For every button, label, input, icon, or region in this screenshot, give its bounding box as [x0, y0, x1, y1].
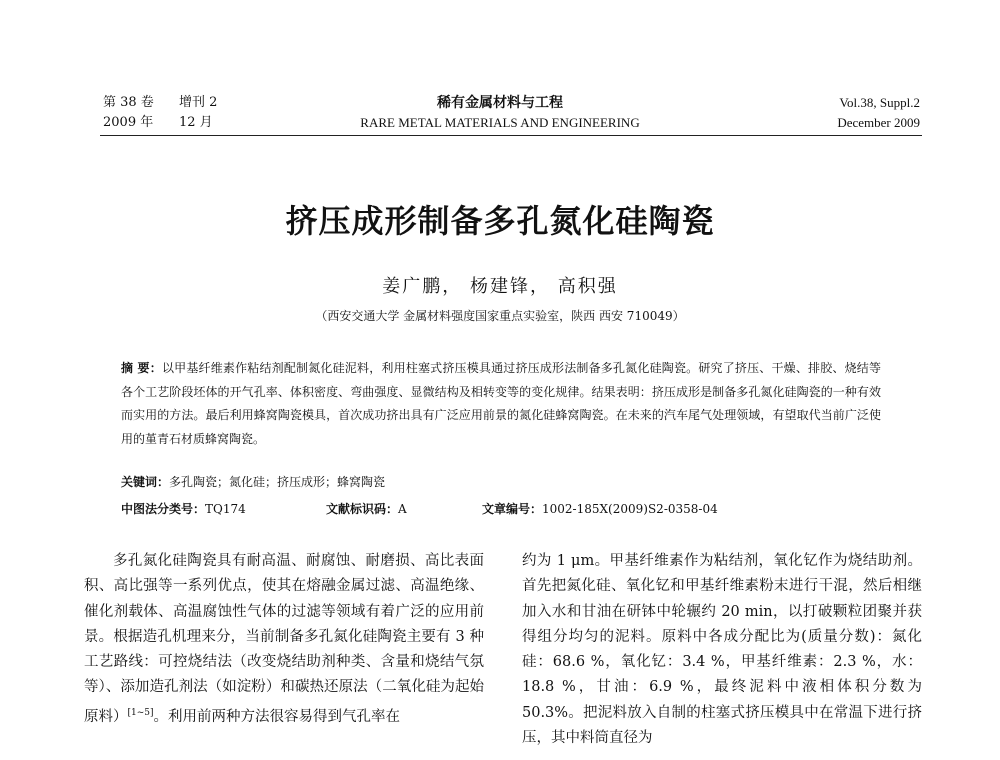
abstract-label: 摘 要：: [121, 361, 162, 375]
doc-value: A: [398, 502, 407, 516]
issue-cn: 增刊 2: [179, 95, 218, 110]
keywords-text: 多孔陶瓷；氮化硅；挤压成形；蜂窝陶瓷: [169, 475, 386, 489]
authors: 姜广鹏， 杨建锋， 高积强: [382, 276, 618, 297]
paper-title: 挤压成形制备多孔氮化硅陶瓷: [285, 202, 715, 240]
clc-value: TQ174: [205, 502, 246, 516]
volume-cn: 第 38 卷: [103, 95, 154, 110]
month-cn: 12 月: [179, 115, 213, 130]
body-column-right: [522, 549, 922, 751]
body-left-text: 多孔氮化硅陶瓷具有耐高温、耐腐蚀、耐磨损、高比表面积、高比强等一系列优点，使其在熔融金属过滤、高温绝缘、催化剂载体、高温腐蚀性气体的过滤等领域有着广泛的应用前景。根据造孔机理来分，当前制备多孔氮化硅陶瓷主要有 3 种工艺路线：可控烧结法（改变烧结助剂种类、含量和烧结气氛等）、添加造孔剂法（如淀粉）和碳热还原法（二氧化硅为起始原料）: [84, 553, 484, 725]
abstract: [121, 357, 881, 451]
abstract-text: 以甲基纤维素作粘结剂配制氮化硅泥料，利用柱塞式挤压模具通过挤压成形法制备多孔氮化硅陶瓷。研究了挤压、干燥、排胶、烧结等各个工艺阶段坯体的开气孔率、体积密度、弯曲强度、显微结构及相转变等的变化规律。结果表明：挤压成形是制备多孔氮化硅陶瓷的一种有效而实用的方法。最后利用蜂窝陶瓷模具，首次成功挤出具有广泛应用前景的氮化硅蜂窝陶瓷。在未来的汽车尾气处理领域，有望取代当前广泛使用的堇青石材质蜂窝陶瓷。: [121, 361, 881, 446]
article-number: [482, 499, 718, 519]
volume-en: Vol.38, Suppl.2: [839, 95, 920, 110]
body-paragraph: [84, 549, 484, 730]
keywords: [121, 472, 385, 492]
article-label: 文章编号：: [482, 502, 543, 516]
journal-issue-cn: [103, 93, 217, 133]
journal-name-en: RARE METAL MATERIALS AND ENGINEERING: [360, 115, 640, 130]
keywords-label: 关键词：: [121, 475, 170, 489]
doc-label: 文献标识码：: [326, 502, 399, 516]
document-code: [326, 499, 407, 519]
body-right-text: 约为 1 μm。甲基纤维素作为粘结剂，氧化钇作为烧结助剂。首先把氮化硅、氧化钇和甲基纤维素粉末进行干混，然后相继加入水和甘油在研钵中轮辗约 20 min，以打破颗粒团聚并获得组分均匀的泥料。原料中各成分配比为(质量分数)：氮化硅：68.6 %，氧化钇：3.4 %，甲基纤维素：2.3 %，水：18.8 %，甘油：6.9 %，最终泥料中液相体积分数为 50.3%。把泥料放入自制的柱塞式挤压模具中在常温下进行挤压，其中料筒直径为: [522, 553, 922, 747]
clc-number: [121, 499, 246, 519]
citation-ref: [1~5]: [127, 707, 154, 718]
body-column-left: [84, 549, 484, 730]
date-en: December 2009: [837, 115, 920, 130]
article-value: 1002-185X(2009)S2-0358-04: [542, 502, 718, 516]
journal-name: [300, 93, 700, 133]
journal-issue-en: [837, 93, 920, 133]
body-left-tail: 。利用前两种方法很容易得到气孔率在: [153, 708, 401, 725]
year-cn: 2009 年: [103, 115, 154, 130]
header-rule: [100, 135, 922, 136]
journal-name-cn: 稀有金属材料与工程: [437, 95, 563, 111]
affiliation: （西安交通大学 金属材料强度国家重点实验室，陕西 西安 710049）: [315, 309, 685, 323]
clc-label: 中图法分类号：: [121, 502, 206, 516]
